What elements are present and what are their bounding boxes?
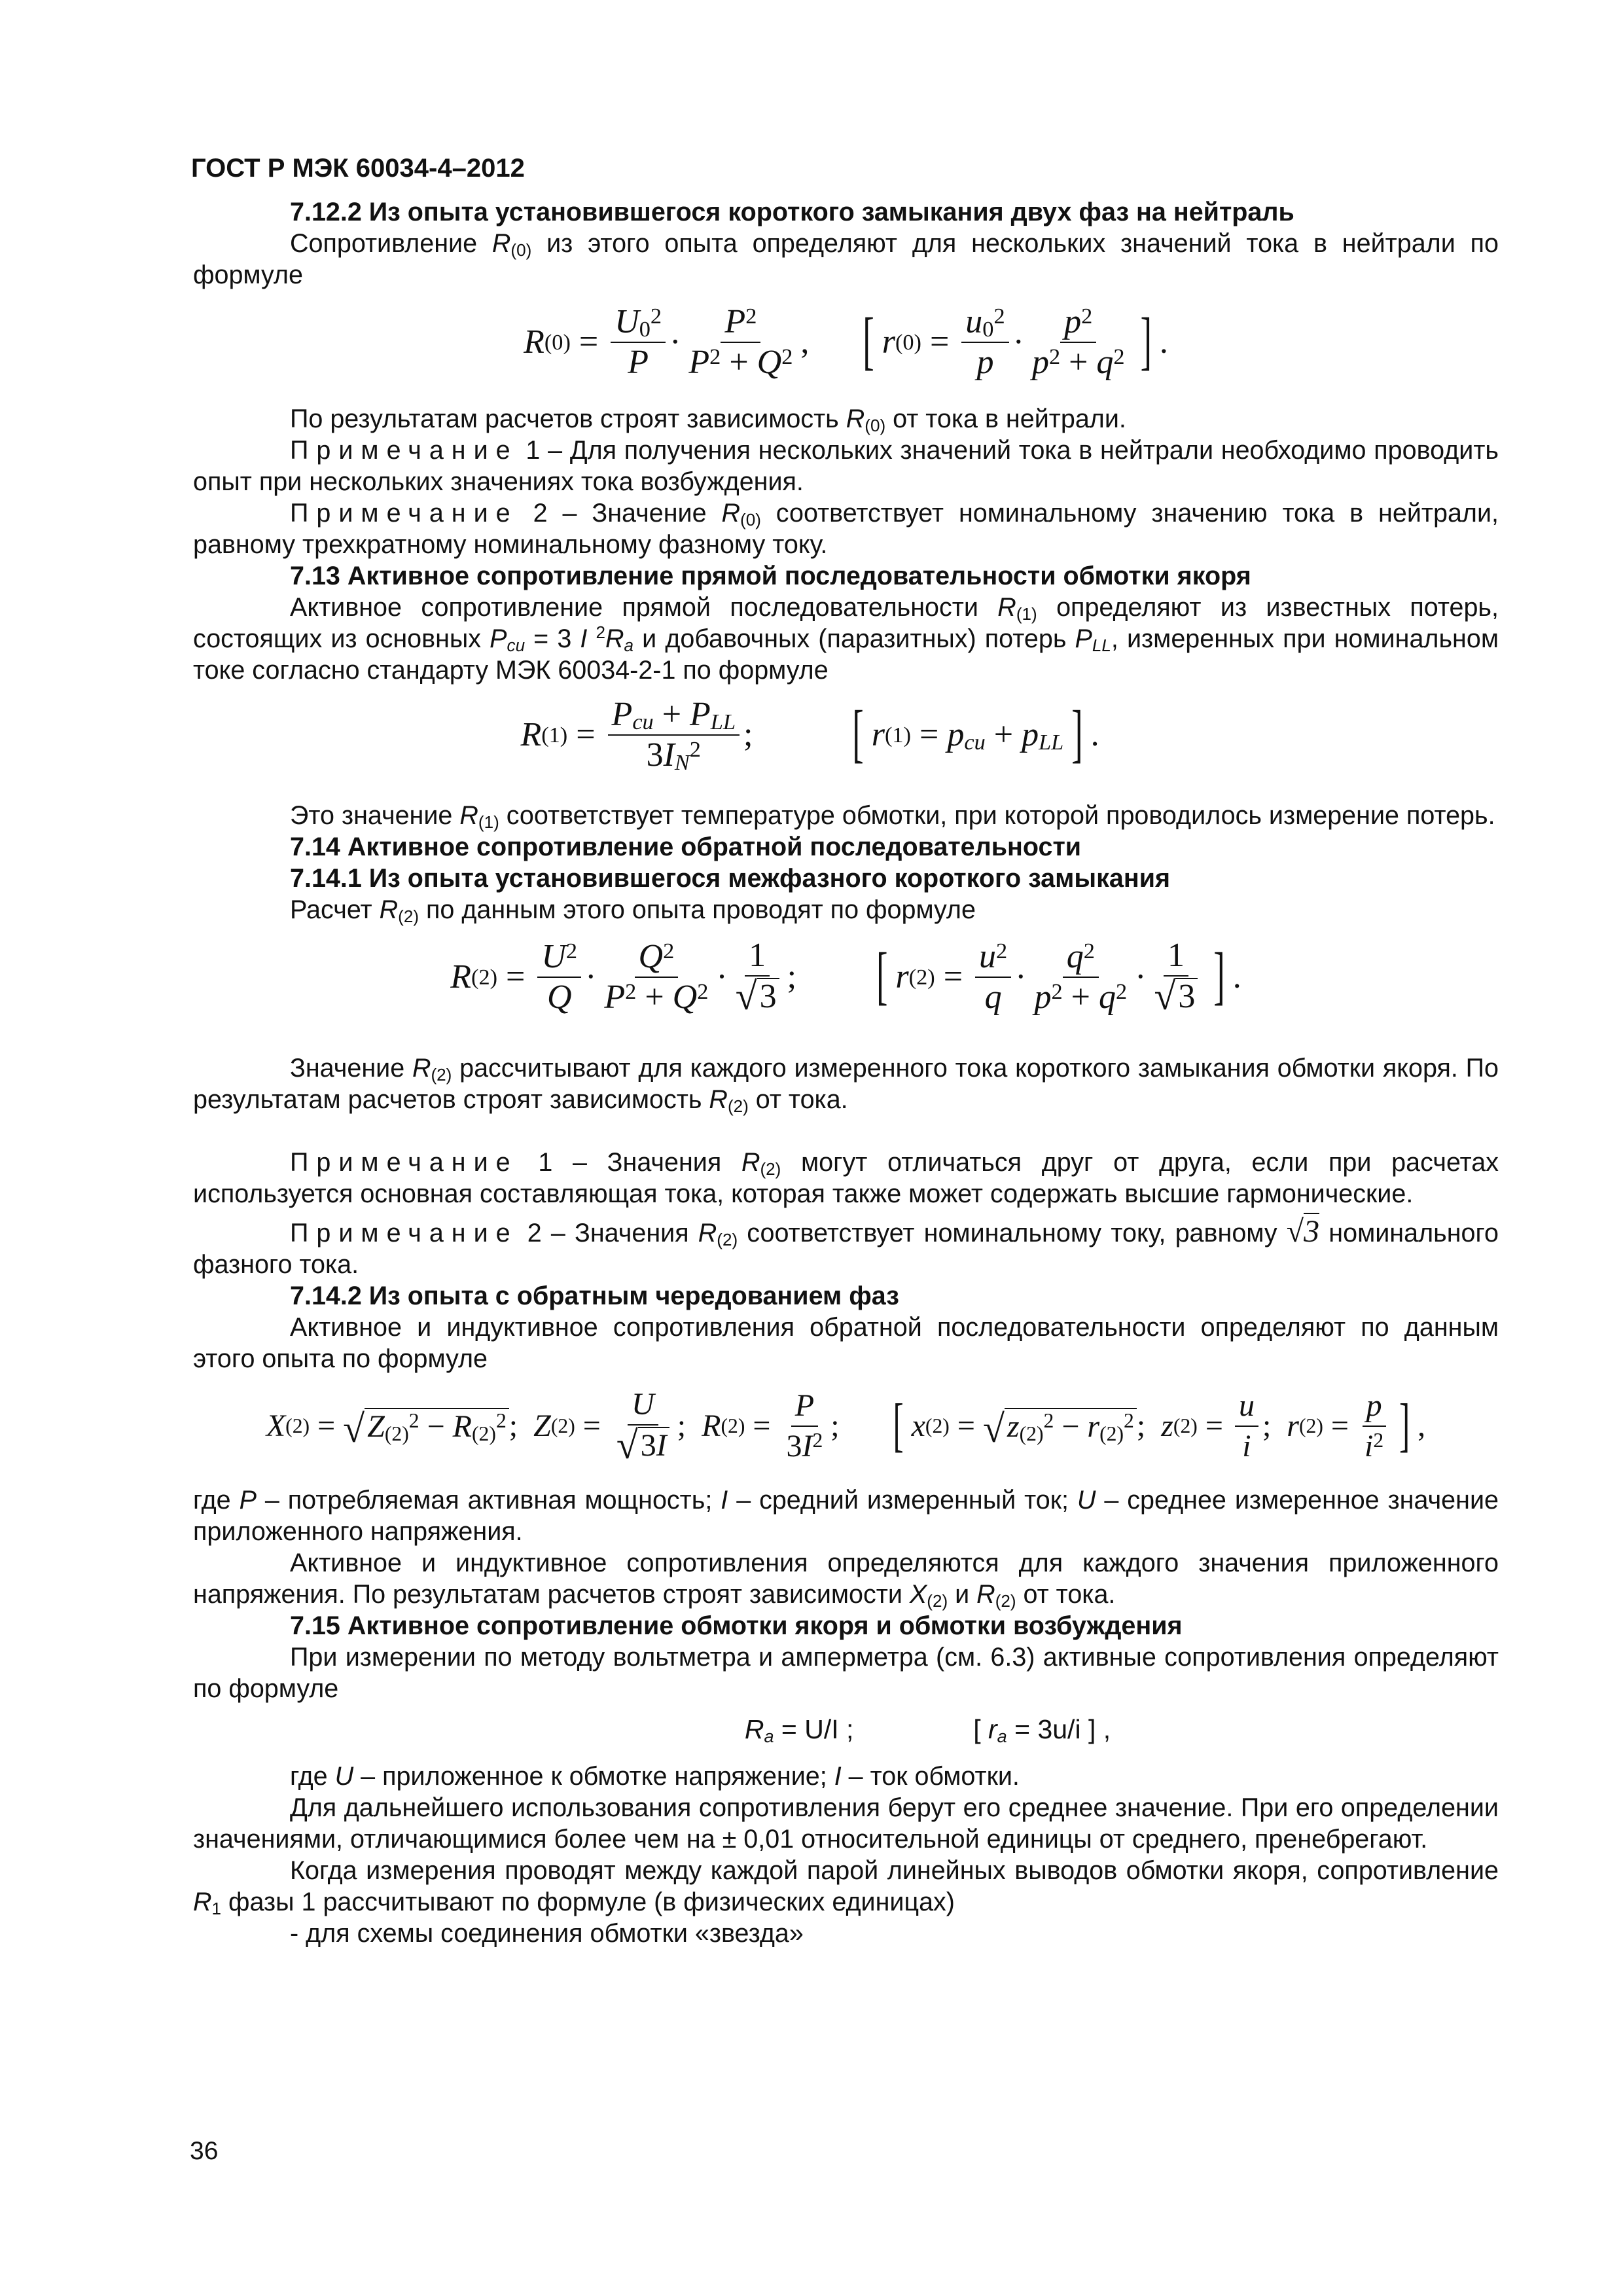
note: Примечание 1 – Для получения нескольких значений тока в нейтрали необходимо проводить опыт при нескольких значениях тока возбуждения. <box>193 436 1499 496</box>
paragraph: Сопротивление $R_{(0)}$ из этого опыта определяют для нескольких значений тока в нейтрали по формуле <box>193 229 1499 289</box>
paragraph: Активное и индуктивное сопротивления обратной последовательности определяют по данным этого опыта по формуле <box>193 1313 1499 1373</box>
formula-ra: $R_a = U/I$ ; [ $r_a = 3u/i$ ] , <box>744 1714 1111 1746</box>
paragraph: где U – приложенное к обмотке напряжение; I – ток обмотки. <box>290 1762 1020 1791</box>
note: Примечание 2 – Значения $R_{(2)}$ соответствует номинальному току, равному √3 номинального фазного тока. <box>193 1214 1499 1279</box>
formula-r0: R (0) = $\frac{U_0^2}{P}$ · $\frac{P^2}{P^2 + Q^2}$ , [ r (0) = $\frac{u_0^2}{p}$ · $\frac{p^2}{p^2 + q^2}$ ] . <box>524 303 1168 381</box>
section-7-15-heading: 7.15 Активное сопротивление обмотки якоря и обмотки возбуждения <box>290 1611 1183 1640</box>
paragraph: Для дальнейшего использования сопротивления берут его среднее значение. При его определении значениями, отличающимися более чем на ± 0,01 относительной единицы от среднего, пренебрегают. <box>193 1793 1499 1854</box>
paragraph: При измерении по методу вольтметра и амперметра (см. 6.3) активные сопротивления определяют по формуле <box>193 1643 1499 1703</box>
paragraph: Расчет $R_{(2)}$ по данным этого опыта проводят по формуле <box>290 895 976 926</box>
note: Примечание 1 – Значения $R_{(2)}$ могут отличаться друг от друга, если при расчетах используется основная составляющая тока, которая также может содержать высшие гармонические. <box>193 1148 1499 1208</box>
section-7-12-2-heading: 7.12.2 Из опыта установившегося короткого замыкания двух фаз на нейтраль <box>290 198 1294 226</box>
section-7-14-2-heading: 7.14.2 Из опыта с обратным чередованием фаз <box>290 1282 899 1310</box>
paragraph: Активное сопротивление прямой последовательности $R_{(1)}$ определяют из известных потерь, состоящих из основных $P_{cu} = 3$ I $^2R_a$ и добавочных (паразитных) потерь $P_{LL}$, измеренных при номинальном токе согласно стандарту МЭК 60034-2-1 по формуле <box>193 593 1499 685</box>
paragraph: Значение $R_{(2)}$ рассчитывают для каждого измеренного тока короткого замыкания обмотки якоря. По результатам расчетов строят зависимость $R_{(2)}$ от тока. <box>193 1054 1499 1116</box>
formula-r2: R (2) = $\frac{U^2}{Q}$ · $\frac{Q^2}{P^2 + Q^2}$ · 1 √ 3 ; [ r (2) = $\frac{u^2}{q}$ · $\frac{q^2}{p^2 + q^2}$ · 1 √ 3 ] . <box>450 937 1241 1018</box>
document-header: ГОСТ Р МЭК 60034-4–2012 <box>191 154 525 183</box>
document-body <box>193 196 1499 1949</box>
section-7-14-heading: 7.14 Активное сопротивление обратной последовательности <box>290 833 1082 861</box>
page-number: 36 <box>190 2137 219 2165</box>
paragraph: Когда измерения проводят между каждой парой линейных выводов обмотки якоря, сопротивление $R_1$ фазы 1 рассчитывают по формуле (в физических единицах) <box>193 1856 1499 1918</box>
paragraph: По результатам расчетов строят зависимость $R_{(0)}$ от тока в нейтрали. <box>290 404 1126 435</box>
formula-x2-z2-r2: X (2) = √ $Z_{(2)}^2 - R_{(2)}^2$ ; Z (2) = U √ 3I ; R (2) = $\frac{P}{3I^2}$ ; [ x (2) = √ $z_{(2)}^2 - r_{(2)}^2$ ; z (2) = $\frac{u}{i}$ ; r (2) = $\frac{p}{i^2}$ ] , <box>266 1386 1426 1467</box>
paragraph: Активное и индуктивное сопротивления определяются для каждого значения приложенного напряжения. По результатам расчетов строят зависимости $X_{(2)}$ и $R_{(2)}$ от тока. <box>193 1549 1499 1611</box>
note: Примечание 2 – Значение $R_{(0)}$ соответствует номинальному значению тока в нейтрали, равному трехкратному номинальному фазному току. <box>193 499 1499 559</box>
formula-r1: R (1) = $\frac{P_{cu} + P_{LL}}{3I_N^2}$ ; [ r (1) = $p_{cu} + p_{LL}$ ] . <box>520 696 1099 775</box>
paragraph: - для схемы соединения обмотки «звезда» <box>290 1919 804 1948</box>
section-7-14-1-heading: 7.14.1 Из опыта установившегося межфазного короткого замыкания <box>290 864 1171 893</box>
paragraph: Это значение $R_{(1)}$ соответствует температуре обмотки, при которой проводилось измерение потерь. <box>290 801 1495 832</box>
paragraph: где P – потребляемая активная мощность; I – средний измеренный ток; U – среднее измеренное значение приложенного напряжения. <box>193 1486 1499 1546</box>
section-7-13-heading: 7.13 Активное сопротивление прямой последовательности обмотки якоря <box>290 562 1251 590</box>
